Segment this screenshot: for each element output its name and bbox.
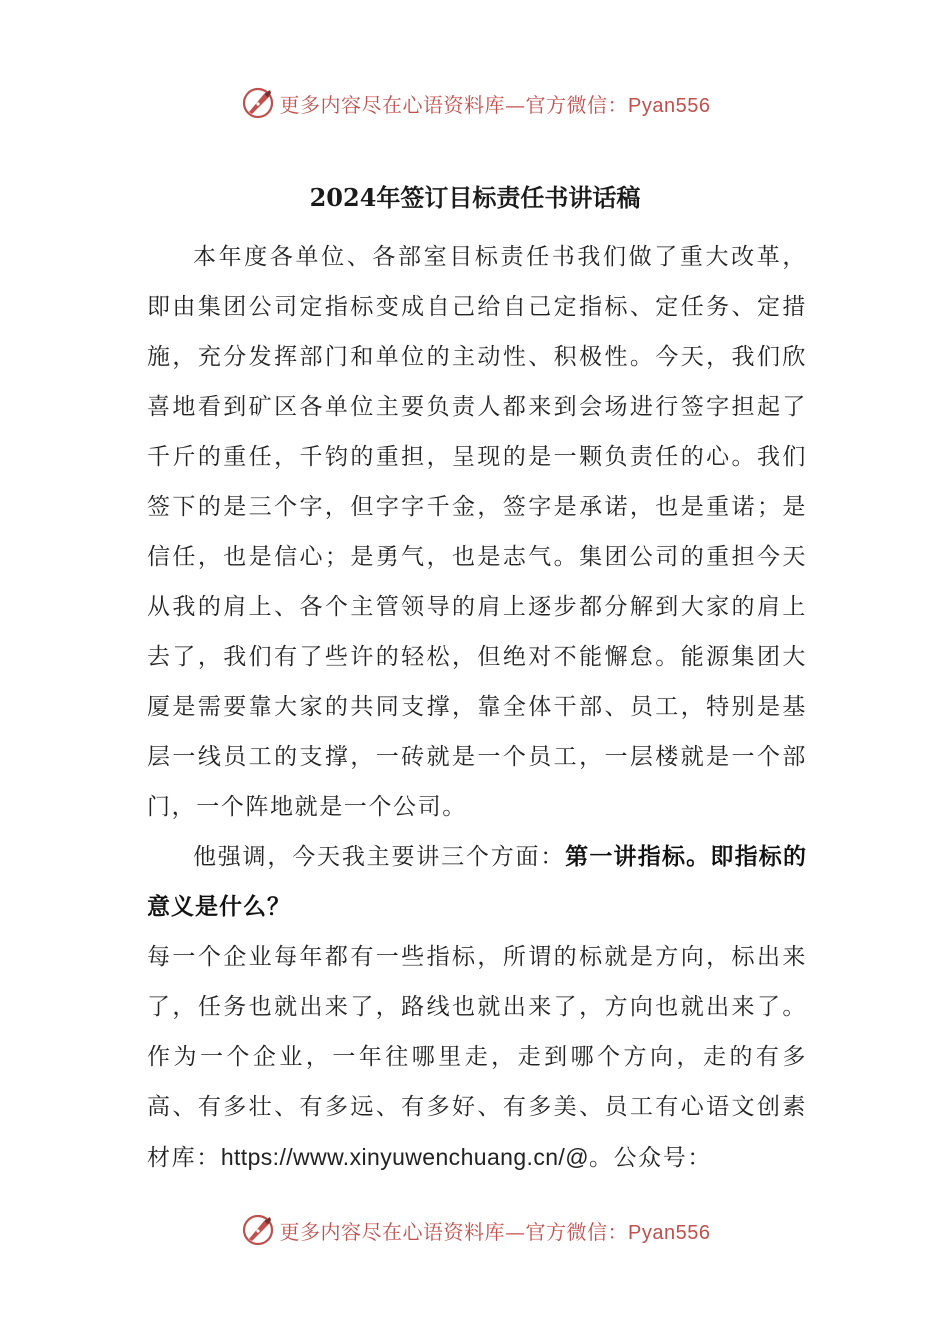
paragraph-3 xyxy=(147,932,807,1183)
section-heading: 第一讲指标。即指标的意义是什么？ xyxy=(147,843,808,920)
paragraph-3-tail: 。公众号： xyxy=(588,1145,712,1171)
banner-text: 更多内容尽在心语资料库—官方微信：Pyan556 xyxy=(279,1219,711,1244)
wechat-id: Pyan556 xyxy=(628,1221,711,1244)
paragraph-2 xyxy=(147,832,807,932)
paragraph-3-text: 每一个企业每年都有一些指标，所谓的标就是方向，标出来了，任务也就出来了，路线也就出来了，方向也就出来了。作为一个企业，一年往哪里走，走到哪个方向，走的有多高、有多壮、有多远、有多好、有多美、员工有心语文创素材库： xyxy=(147,944,807,1171)
paragraph-1: 本年度各单位、各部室目标责任书我们做了重大改革，即由集团公司定指标变成自己给自己定指标、定任务、定措施，充分发挥部门和单位的主动性、积极性。今天，我们欣喜地看到矿区各单位主要负责人都来到会场进行签字担起了千斤的重任，千钧的重担，呈现的是一颗负责任的心。我们签下的是三个字，但字字千金，签字是承诺，也是重诺；是信任，也是信心；是勇气，也是志气。集团公司的重担今天从我的肩上、各个主管领导的肩上逐步都分解到大家的肩上去了，我们有了些许的轻松，但绝对不能懈怠。能源集团大厦是需要靠大家的共同支撑，靠全体干部、员工，特别是基层一线员工的支撑，一砖就是一个员工，一层楼就是一个部门，一个阵地就是一个公司。 xyxy=(147,244,807,820)
header-banner xyxy=(0,83,950,123)
banner-text: 更多内容尽在心语资料库—官方微信：Pyan556 xyxy=(279,92,711,117)
website-link[interactable]: https://www.xinyuwenchuang.cn/@ xyxy=(220,1144,589,1170)
pen-nib-circle-icon xyxy=(240,85,276,121)
wechat-id: Pyan556 xyxy=(628,94,711,117)
document-body xyxy=(147,232,807,1183)
document-title: 2024年签订目标责任书讲话稿 xyxy=(309,183,641,212)
paragraph-2-lead: 他强调，今天我主要讲三个方面： xyxy=(193,844,566,870)
pen-nib-circle-icon xyxy=(240,1212,276,1248)
footer-banner xyxy=(0,1210,950,1250)
